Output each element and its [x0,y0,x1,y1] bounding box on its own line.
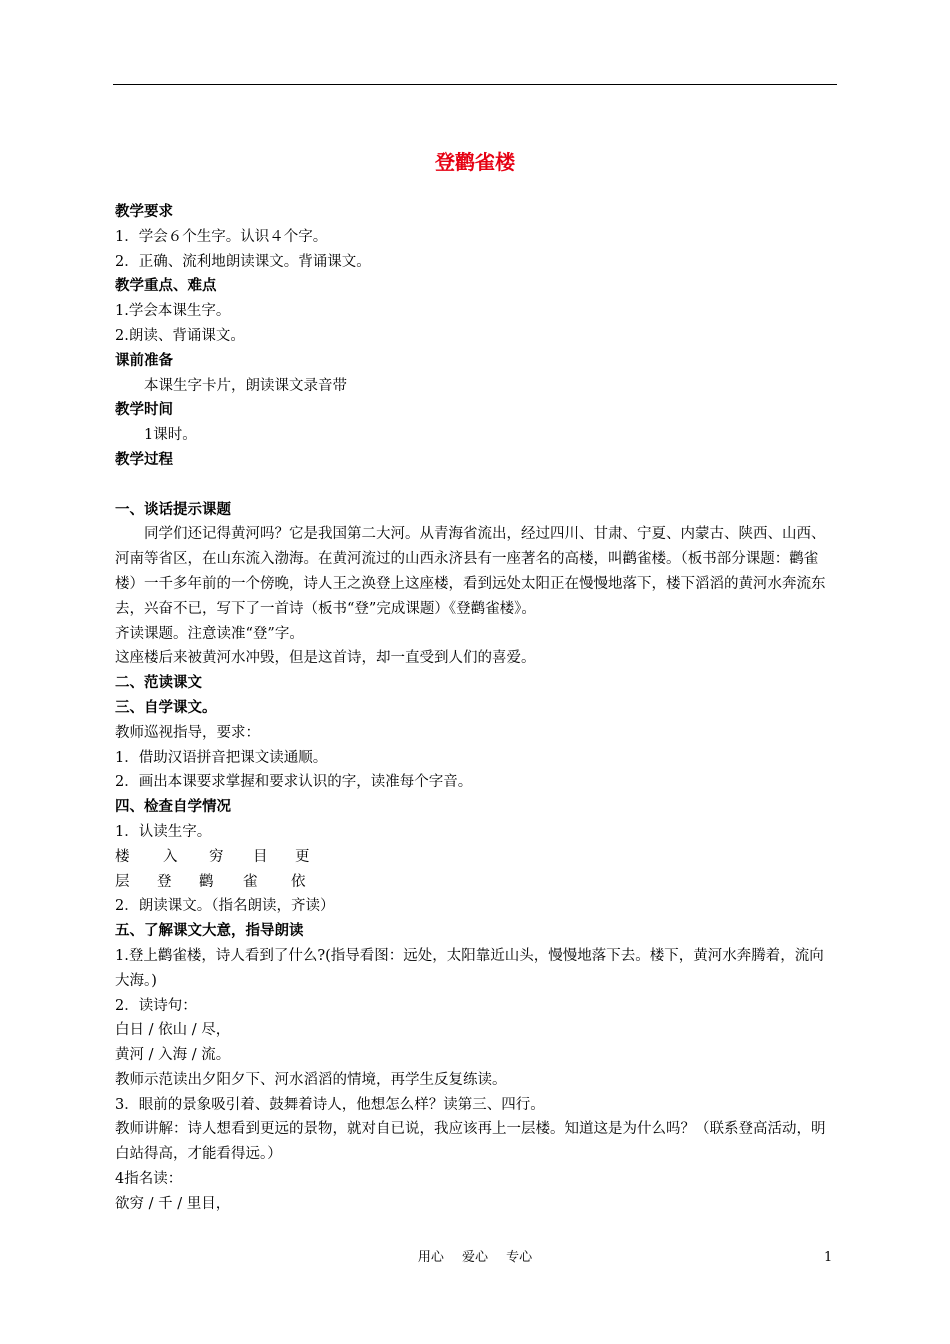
section-heading-preparation: 课前准备 [115,352,173,369]
document-body [115,200,837,1217]
page-title: 登鹳雀楼 [435,150,515,174]
section-heading-requirements: 教学要求 [115,204,173,220]
list-item: 1.学会本课生字。 [115,303,231,320]
char-cell: 层 [115,873,130,890]
char-row-1 [115,845,837,870]
text-line: 这座楼后来被黄河水冲毁，但是这首诗，却一直受到人们的喜爱。 [115,650,536,667]
text-line: 齐读课题。注意读准“登”字。 [115,625,304,642]
list-item: 3．眼前的景象吸引着、鼓舞着诗人，他想怎么样？读第三、四行。 [115,1096,545,1113]
step-heading-3: 三、自学课文。 [115,699,217,716]
list-item: 1.登上鹳雀楼，诗人看到了什么?(指导看图：远处，太阳靠近山头，慢慢地落下去。楼下，黄河水奔腾着，流向大海。) [115,947,824,989]
text-line: 教师示范读出夕阳夕下、河水滔滔的情境，再学生反复练读。 [115,1071,507,1088]
step-heading-5: 五、了解课文大意，指导朗读 [115,923,304,940]
header-rule [113,84,837,85]
list-item: 2.朗读、背诵课文。 [115,327,245,344]
char-cell: 入 [163,848,178,865]
char-cell: 目 [253,848,268,865]
spacer [115,473,837,498]
intro-paragraph: 同学们还记得黄河吗？它是我国第二大河。从青海省流出，经过四川、甘肃、宁夏、内蒙古、陕西、山西、河南等省区，在山东流入渤海。在黄河流过的山西永济县有一座著名的高楼，叫鹳雀楼。（板书部分课题：鹳雀楼）一千多年前的一个傍晚，诗人王之涣登上这座楼，看到远处太阳正在慢慢地落下，楼下滔滔的黄河水奔流东去，兴奋不已，写下了一首诗（板书“登”完成课题）《登鹳雀楼》。 [115,526,826,617]
time-text: 1课时。 [144,427,197,444]
poem-line: 欲穷 / 千 / 里目， [115,1195,231,1212]
list-item: 1．认读生字。 [115,823,212,840]
step-heading-2: 二、范读课文 [115,675,202,692]
step-heading-4: 四、检查自学情况 [115,799,231,816]
page-number: 1 [824,1250,833,1265]
text-line: 教师讲解：诗人想看到更远的景物，就对自已说，我应该再上一层楼。知道这是为什么吗？（联系登高活动，明白站得高，才能看得远。） [115,1121,826,1163]
char-row-2 [115,870,837,895]
list-item: 4指名读： [115,1171,183,1188]
list-item: 1．借助汉语拼音把课文读通顺。 [115,749,328,766]
list-item: 2．读诗句： [115,997,197,1014]
char-cell: 雀 [243,873,258,890]
step-heading-1: 一、谈话提示课题 [115,501,231,518]
text-line: 教师巡视指导，要求： [115,724,260,741]
char-cell: 穷 [209,848,224,865]
list-item: 2．正确、流利地朗读课文。背诵课文。 [115,253,371,270]
preparation-text: 本课生字卡片，朗读课文录音带 [144,377,347,394]
list-item: 1．学会６个生字。认识４个字。 [115,228,328,245]
char-cell: 依 [291,873,306,890]
list-item: 2．画出本课要求掌握和要求认识的字，读准每个字音。 [115,774,473,791]
char-cell: 更 [295,848,310,865]
char-cell: 鹳 [199,873,214,890]
poem-line: 白日 / 依山 / 尽， [115,1022,231,1039]
section-heading-process: 教学过程 [115,451,173,468]
section-heading-time: 教学时间 [115,402,173,419]
char-cell: 楼 [115,848,130,865]
list-item: 2．朗读课文。（指名朗读，齐读） [115,898,335,915]
footer-motto: 用心 爱心 专心 [417,1250,533,1265]
poem-line: 黄河 / 入海 / 流。 [115,1047,231,1064]
char-cell: 登 [157,873,172,890]
section-heading-key-points: 教学重点、难点 [115,278,217,295]
